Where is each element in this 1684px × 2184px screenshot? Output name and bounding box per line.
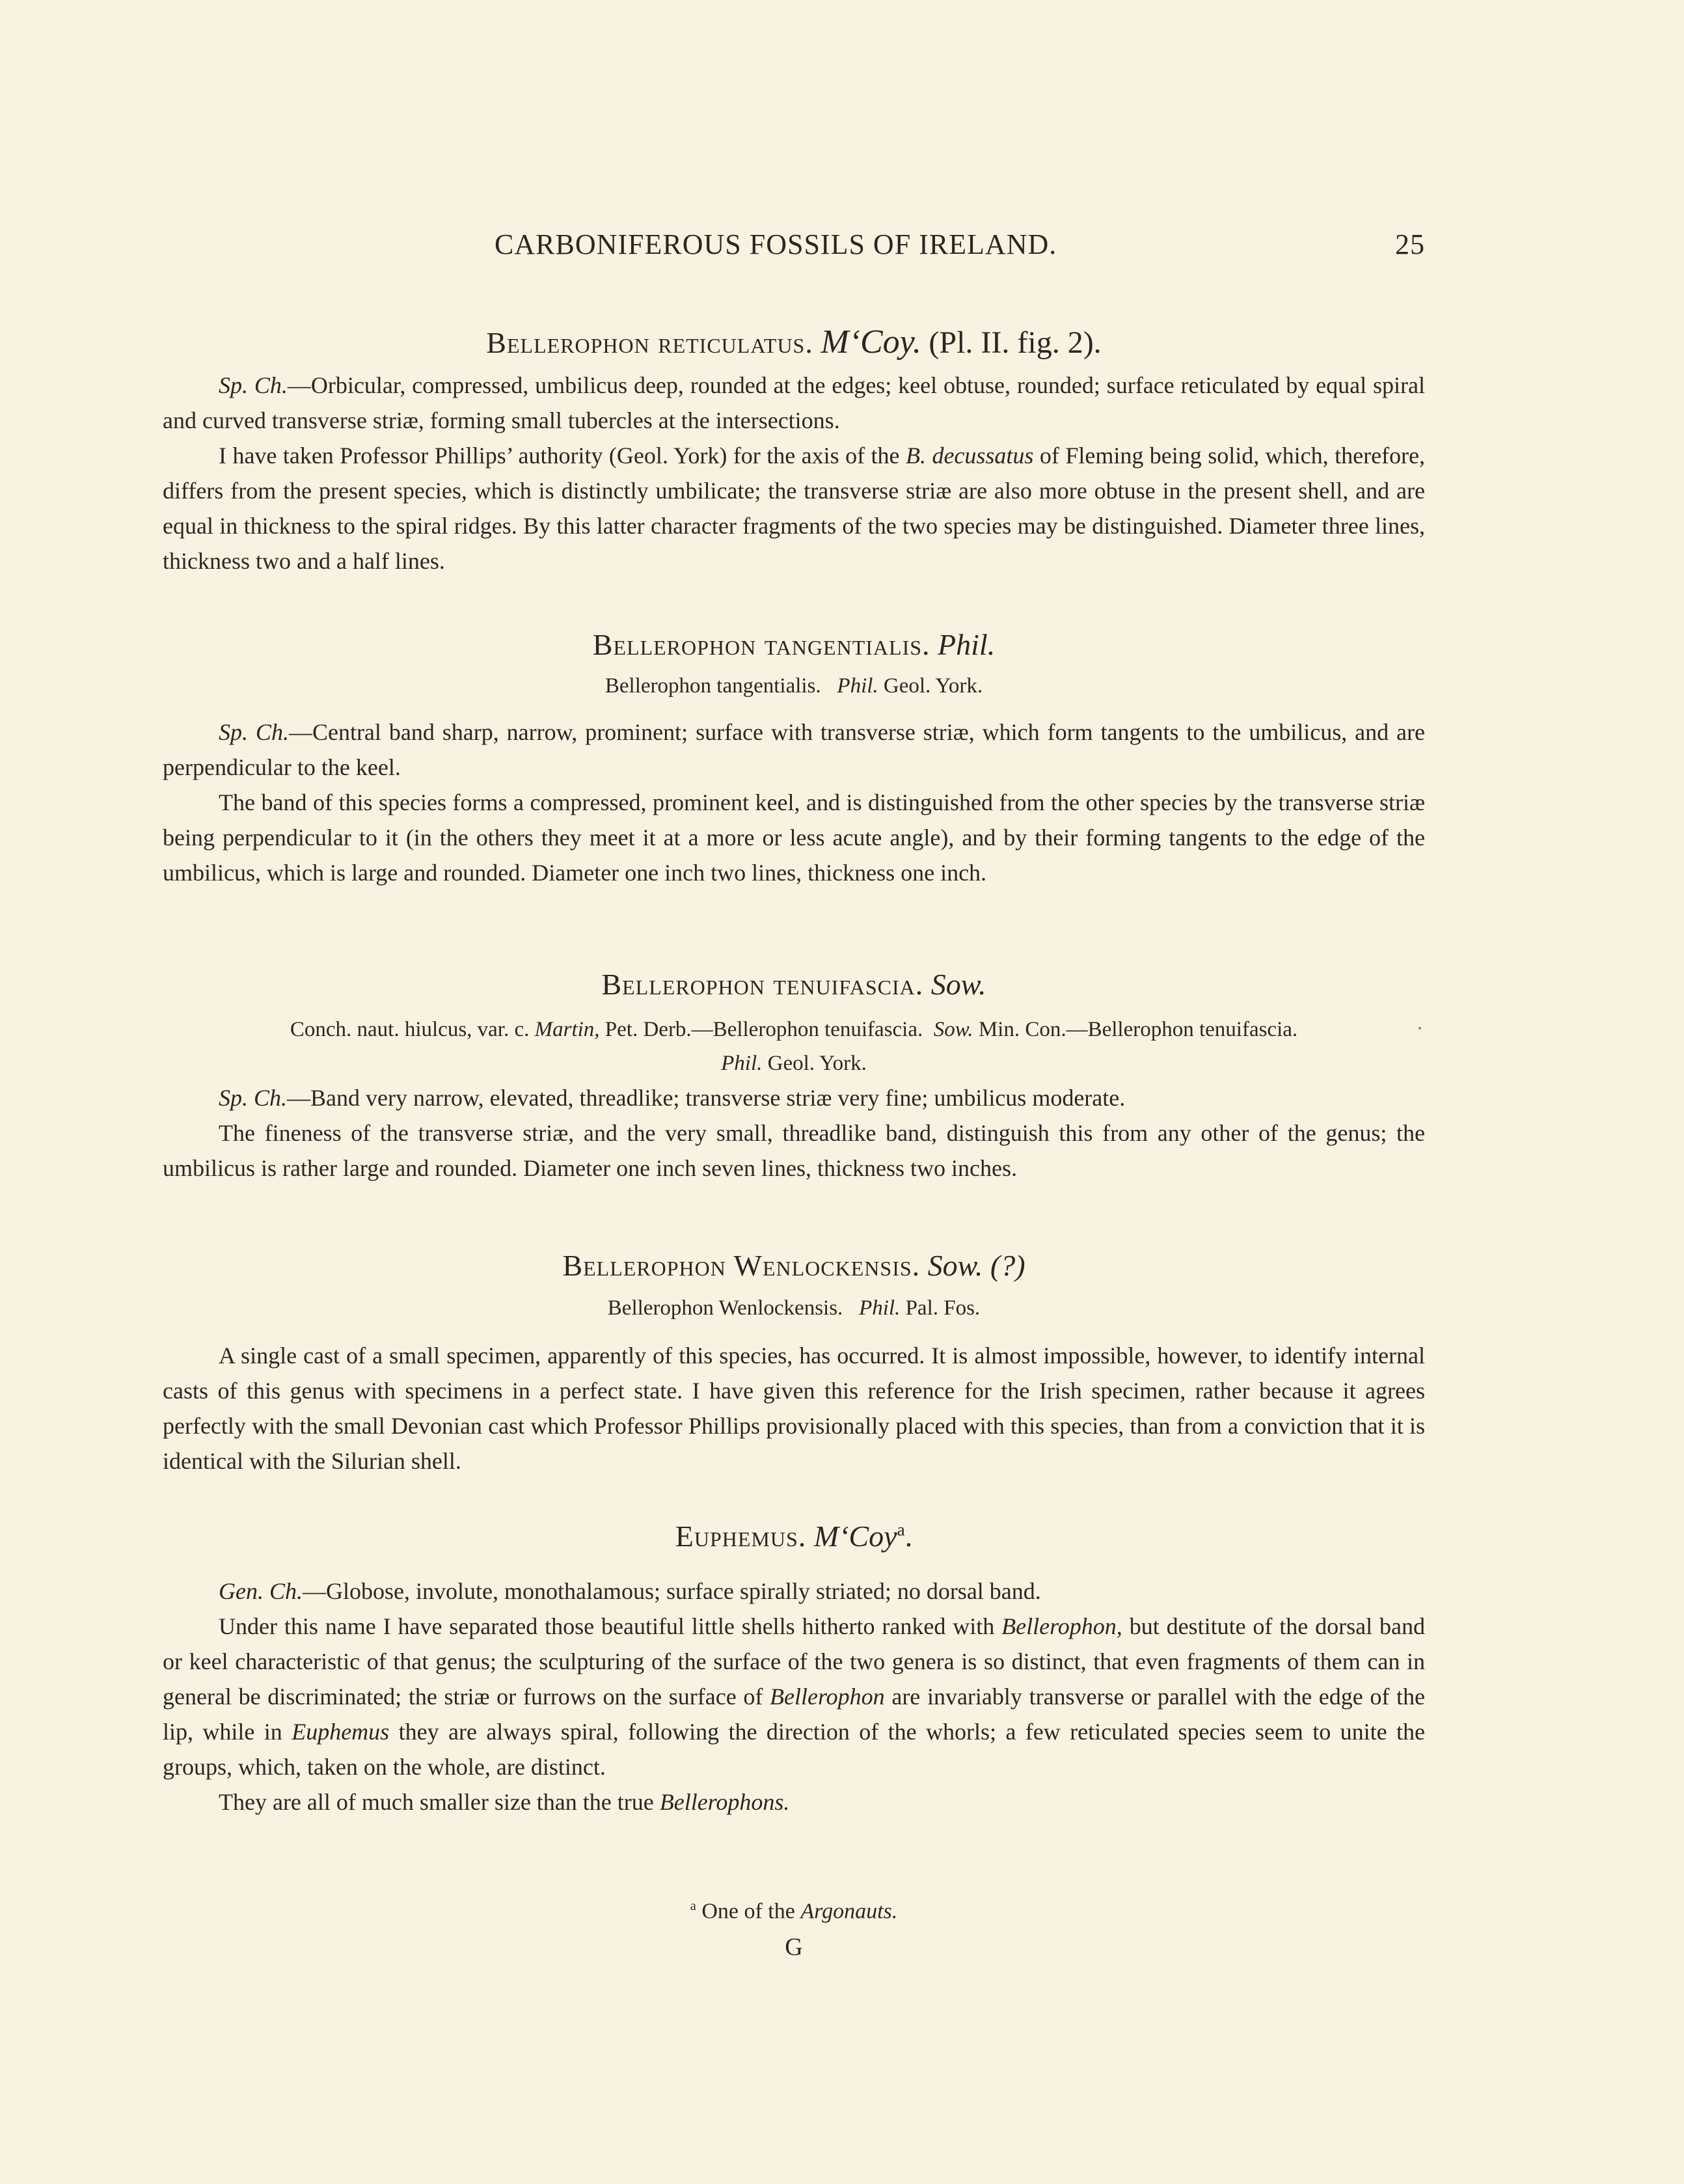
section-heading-tangentialis: Bellerophon tangentialis. Phil. — [592, 628, 996, 661]
species-character: Sp. Ch.—Band very narrow, elevated, threadlike; transverse striæ very fine; umbilicus moderate. — [219, 1085, 1126, 1111]
page-number: 25 — [1395, 228, 1425, 260]
closing-paragraph: They are all of much smaller size than the true Bellerophons. — [219, 1789, 790, 1815]
footnote-reference: a — [897, 1519, 905, 1540]
section-body-tangentialis — [163, 715, 1425, 890]
synonymy-wenlockensis: Bellerophon Wenlockensis. Phil. Pal. Fos. — [607, 1296, 981, 1320]
section-heading-euphemus: Euphemus. M‘Coy$^a$. — [675, 1519, 913, 1553]
section-body-wenlockensis — [163, 1338, 1425, 1479]
pencil-dot — [1419, 1027, 1421, 1030]
description-paragraph: The fineness of the transverse striæ, and the very small, threadlike band, distinguish this from any other of the genus; the umbilicus is rather large and rounded. Diameter one inch seven lines, thickness two inches. — [163, 1120, 1425, 1181]
synonymy-tangentialis: Bellerophon tangentialis. Phil. Geol. York. — [604, 674, 983, 698]
description-paragraph: Under this name I have separated those beautiful little shells hitherto ranked with Bellerophon, but destitute of the dorsal band or keel characteristic of that genus; the sculpturing of the surface of the two genera is so distinct, that even fragments of them can in general be discriminated; the striæ or furrows on the surface of Bellerophon are invariably transverse or parallel with the edge of the lip, while in Euphemus they are always spiral, following the direction of the whorls; a few reticulated species seem to unite the groups, which, taken on the whole, are distinct. — [163, 1613, 1426, 1780]
running-title: CARBONIFEROUS FOSSILS OF IRELAND. — [495, 228, 1057, 260]
description-paragraph: The band of this species forms a compressed, prominent keel, and is distinguished from the other species by the transverse striæ being perpendicular to it (in the others they meet it at a more or less acute angle), and by their forming tangents to the edge of the umbilicus, which is large and rounded. Diameter one inch two lines, thickness one inch. — [163, 789, 1425, 886]
genus-character: Gen. Ch.—Globose, involute, monothalamous; surface spirally striated; no dorsal band. — [219, 1578, 1041, 1604]
section-body-euphemus — [163, 1574, 1425, 1820]
section-heading-reticulatus: Bellerophon reticulatus. M‘Coy. (Pl. II. fig. 2). — [486, 323, 1102, 361]
footnote: $^a$ One of the Argonauts. — [690, 1899, 898, 1924]
synonymy-tenuifascia: Conch. naut. hiulcus, var. c. Martin, Pet. Derb.—Bellerophon tenuifascia. Sow. Min. Con.—Bellerophon tenuifascia. Phil. Geol. York. — [290, 1018, 1298, 1075]
section-heading-tenuifascia: Bellerophon tenuifascia. Sow. — [601, 968, 986, 1001]
signature-mark: G — [785, 1933, 803, 1961]
section-heading-wenlockensis: Bellerophon Wenlockensis. Sow. (?) — [562, 1249, 1025, 1282]
description-paragraph: A single cast of a small specimen, apparently of this species, has occurred. It is almost impossible, however, to identify internal casts of this genus with specimens in a perfect state. I have given this reference for the Irish specimen, rather because it agrees perfectly with the small Devonian cast which Professor Phillips provisionally placed with this species, than from a conviction that it is identical with the Silurian shell. — [163, 1343, 1425, 1474]
species-character: Sp. Ch.—Central band sharp, narrow, prominent; surface with transverse striæ, which form tangents to the umbilicus, and are perpendicular to the keel. — [163, 719, 1425, 780]
section-body-tenuifascia — [163, 1080, 1425, 1186]
description-paragraph: I have taken Professor Phillips’ authority (Geol. York) for the axis of the B. decussatus of Fleming being solid, which, therefore, differs from the present species, which is distinctly umbilicate; the transverse striæ are also more obtuse in the present shell, and are equal in thickness to the spiral ridges. By this latter character fragments of the two species may be distinguished. Diameter three lines, thickness two and a half lines. — [163, 443, 1426, 574]
section-body-reticulatus — [163, 368, 1425, 579]
species-character: Sp. Ch.—Orbicular, compressed, umbilicus deep, rounded at the edges; keel obtuse, rounded; surface reticulated by equal spiral and curved transverse striæ, forming small tubercles at the intersections. — [163, 372, 1425, 433]
